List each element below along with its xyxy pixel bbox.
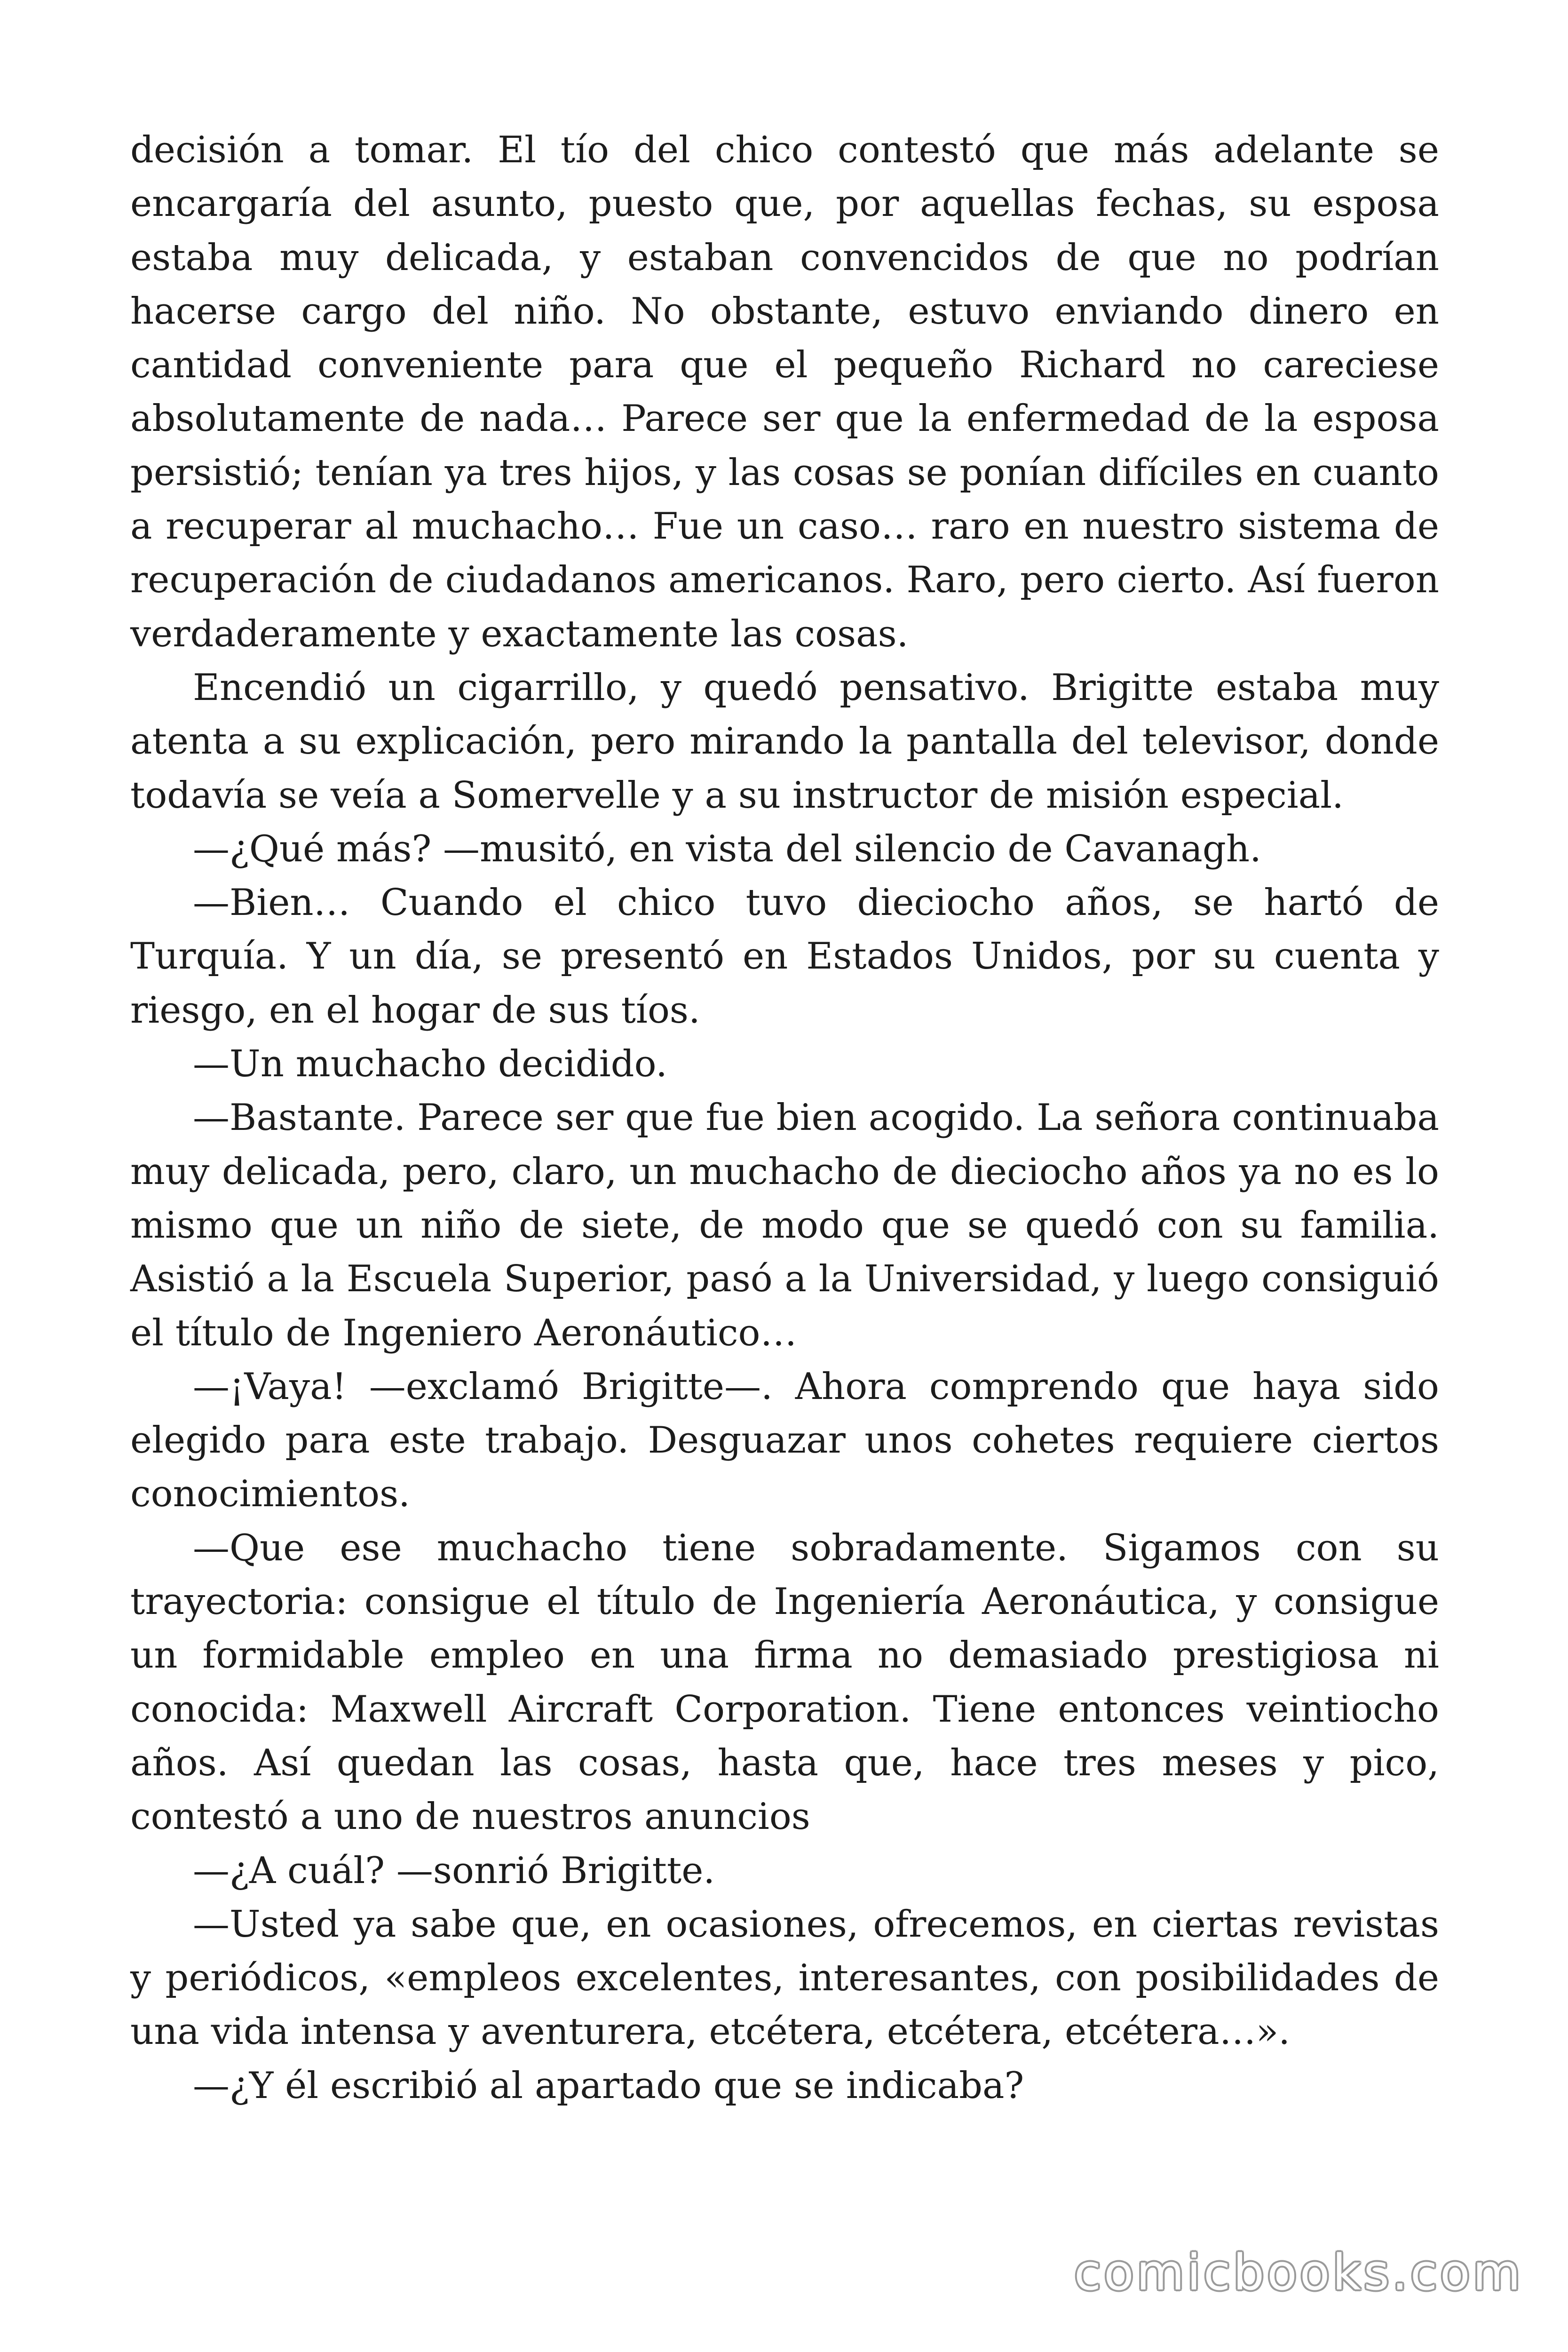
paragraph-dialogue: —¿Y él escribió al apartado que se indicaba? — [193, 2064, 1024, 2107]
paragraph-dialogue: —Un muchacho decidido. — [193, 1043, 667, 1086]
paragraph-dialogue: —¿Qué más? —musitó, en vista del silencio de Cavanagh. — [193, 827, 1261, 870]
paragraph-dialogue: —¿A cuál? —sonrió Brigitte. — [193, 1849, 715, 1892]
body-text — [130, 123, 1439, 2113]
paragraph-narration: Encendió un cigarrillo, y quedó pensativo. Brigitte estaba muy atenta a su explicación, pero mirando la pantalla del televisor, donde todavía se veía a Somervelle y a su instructor de misión especial. — [130, 666, 1439, 817]
paragraph-dialogue: —Que ese muchacho tiene sobradamente. Sigamos con su trayectoria: consigue el título de Ingeniería Aeronáutica, y consigue un formidable empleo en una firma no demasiado prestigiosa ni conocida: Maxwell Aircraft Corporation. Tiene entonces veintiocho años. Así quedan las cosas, hasta que, hace tres meses y pico, contestó a uno de nuestros anuncios — [130, 1526, 1439, 1838]
paragraph-continuation: decisión a tomar. El tío del chico contestó que más adelante se encargaría del asunto, puesto que, por aquellas fechas, su esposa estaba muy delicada, y estaban convencidos de que no podrían hacerse cargo del niño. No obstante, estuvo enviando dinero en cantidad conveniente para que el pequeño Richard no careciese absolutamente de nada… Parece ser que la enfermedad de la esposa persistió; tenían ya tres hijos, y las cosas se ponían difíciles en cuanto a recuperar al muchacho… Fue un caso… raro en nuestro sistema de recuperación de ciudadanos americanos. Raro, pero cierto. Así fueron verdaderamente y exactamente las cosas. — [130, 129, 1439, 655]
paragraph-dialogue: —Bastante. Parece ser que fue bien acogido. La señora continuaba muy delicada, pero, claro, un muchacho de dieciocho años ya no es lo mismo que un niño de siete, de modo que se quedó con su familia. Asistió a la Escuela Superior, pasó a la Universidad, y luego consiguió el título de Ingeniero Aeronáutico… — [130, 1097, 1439, 1354]
paragraph-dialogue: —¡Vaya! —exclamó Brigitte—. Ahora comprendo que haya sido elegido para este trabajo. Desguazar unos cohetes requiere ciertos conocimientos. — [130, 1365, 1439, 1516]
paragraph-dialogue: —Bien… Cuando el chico tuvo dieciocho años, se hartó de Turquía. Y un día, se presentó en Estados Unidos, por su cuenta y riesgo, en el hogar de sus tíos. — [130, 882, 1439, 1032]
watermark-logo: comicbooks.com — [1074, 2244, 1523, 2301]
paragraph-dialogue: —Usted ya sabe que, en ocasiones, ofrecemos, en ciertas revistas y periódicos, «empleos excelentes, interesantes, con posibilidades de una vida intensa y aventurera, etcétera, etcétera, etcétera…». — [130, 1903, 1439, 2053]
